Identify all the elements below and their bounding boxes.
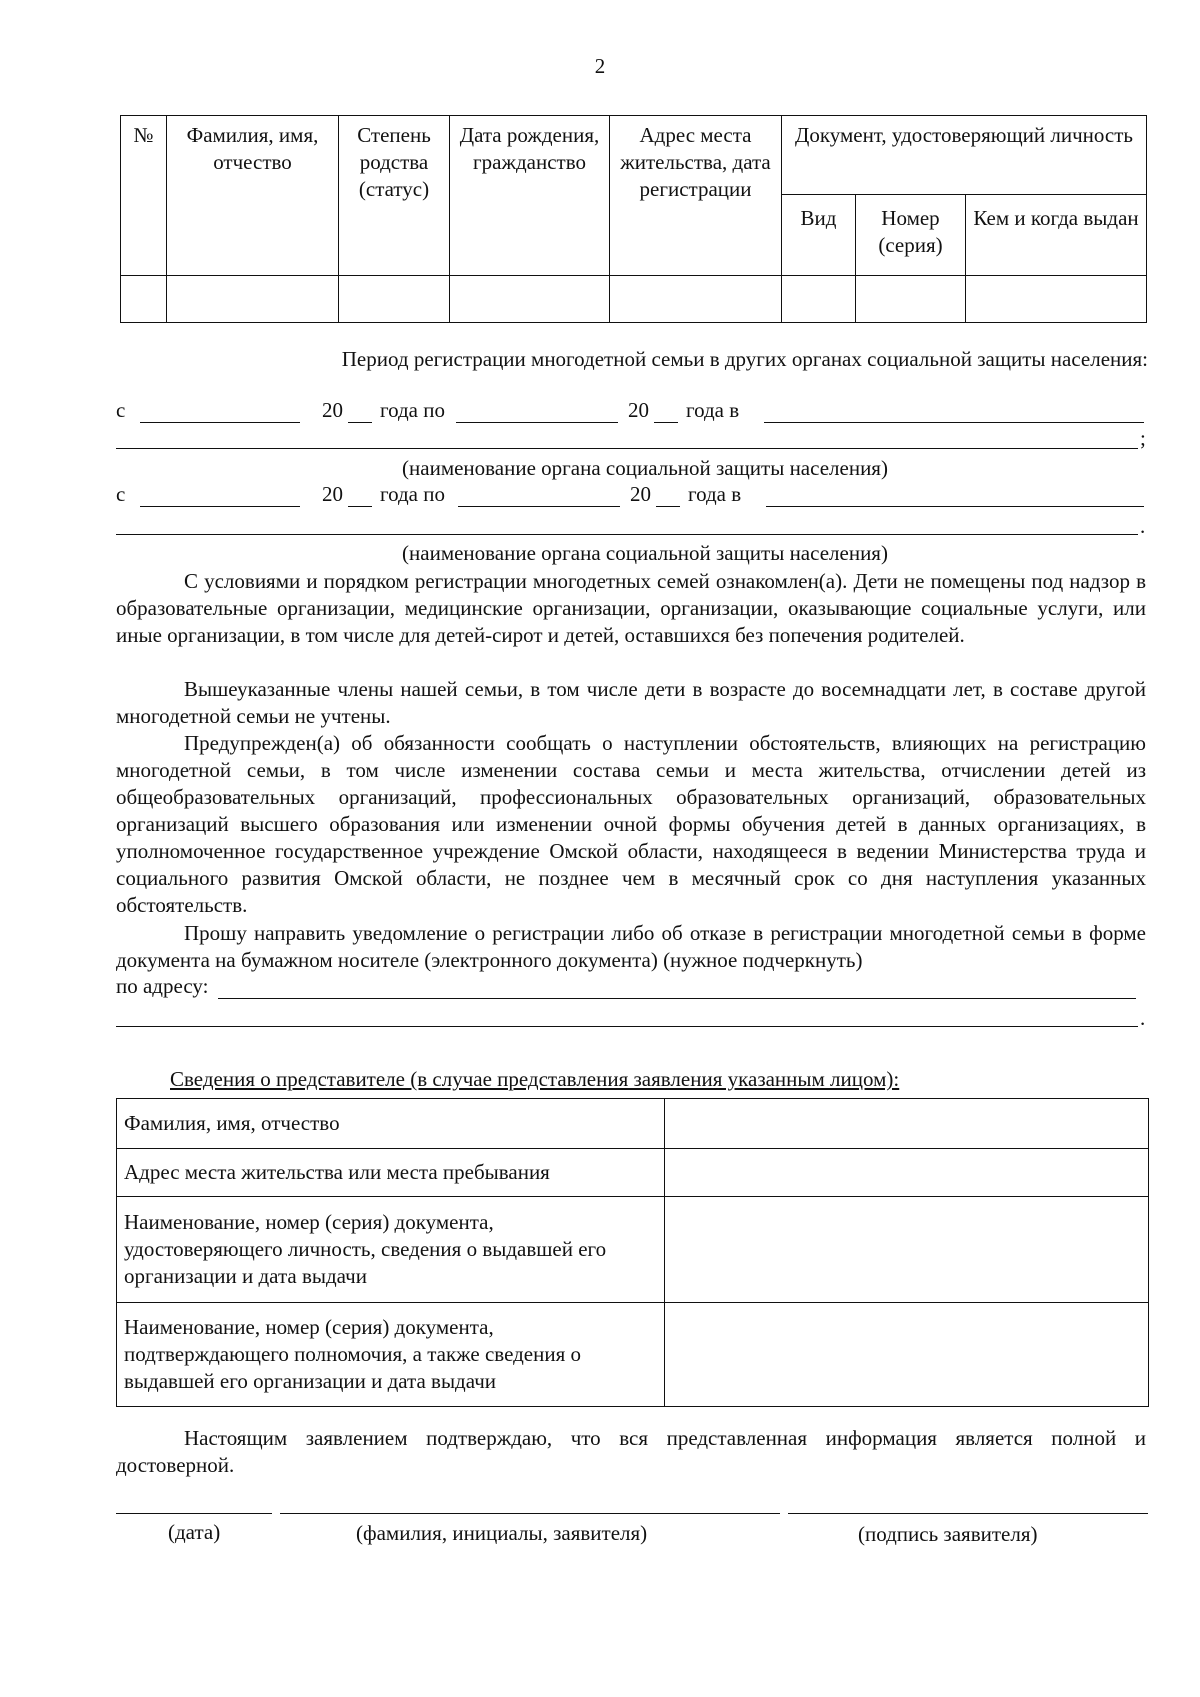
from-year-field[interactable] [348,422,372,423]
organ-field[interactable] [766,506,1144,507]
semicolon: ; [1140,426,1146,450]
header-address: Адрес места жительства, дата регистрации [610,116,782,276]
rep-value-authority-document[interactable] [665,1303,1149,1407]
header-doc-issued: Кем и когда выдан [966,195,1147,276]
address-field[interactable] [218,998,1136,999]
header-doc-type: Вид [782,195,856,276]
organ-caption: (наименование органа социальной защиты населения) [402,456,888,480]
table-cell[interactable] [339,276,450,323]
registration-period-heading: Период регистрации многодетной семьи в других органах социальной защиты населения: [341,347,1148,371]
table-row [117,1099,1149,1149]
paragraph-members: Вышеуказанные члены нашей семьи, в том числе дети в возрасте до восемнадцати лет, в составе другой многодетной семьи не учтены. [116,677,1146,728]
table-cell[interactable] [856,276,966,323]
year-to-label: года по [380,398,445,422]
header-relation: Степень родства (статус) [339,116,450,276]
rep-value-address[interactable] [665,1149,1149,1197]
applicant-signature-field[interactable] [788,1513,1148,1514]
header-number: № [121,116,167,276]
page-number: 2 [594,54,606,78]
from-date-field[interactable] [140,422,300,423]
address-end: . [1140,1006,1146,1030]
representative-heading: Сведения о представителе (в случае представления заявления указанным лицом): [170,1067,900,1091]
table-row [121,276,1147,323]
organ-field-line[interactable] [116,534,1138,535]
applicant-name-field[interactable] [280,1513,780,1514]
year-prefix: 20 [628,398,649,422]
table-cell[interactable] [450,276,610,323]
period-row-1 [116,398,1146,428]
applicant-name-caption: (фамилия, инициалы, заявителя) [356,1521,648,1545]
year-prefix: 20 [322,482,343,506]
date-field[interactable] [116,1513,272,1514]
to-date-field[interactable] [456,422,618,423]
organ-field[interactable] [764,422,1144,423]
applicant-signature-caption: (подпись заявителя) [858,1522,1038,1546]
table-cell[interactable] [610,276,782,323]
rep-value-identity-document[interactable] [665,1197,1149,1303]
table-row [117,1303,1149,1407]
table-row [117,1149,1149,1197]
organ-caption: (наименование органа социальной защиты населения) [402,541,888,565]
rep-label-address: Адрес места жительства или места пребывания [117,1149,665,1197]
header-doc-number: Номер (серия) [856,195,966,276]
family-members-table [120,115,1147,323]
confirmation-statement: Настоящим заявлением подтверждаю, что вся представленная информация является полной и достоверной. [116,1426,1146,1477]
header-full-name: Фамилия, имя, отчество [167,116,339,276]
from-label: с [116,398,126,422]
paragraph-conditions: С условиями и порядком регистрации многодетных семей ознакомлен(а). Дети не помещены под надзор в образовательные организации, медицинские организации, организации, оказывающие социальные услуги, или иные организации, в том числе для детей-сирот и детей, оставшихся без попечения родителей. [116,569,1146,647]
header-birth-date: Дата рождения, гражданство [450,116,610,276]
address-field-line[interactable] [116,1026,1138,1027]
from-year-field[interactable] [348,506,372,507]
rep-label-authority-document: Наименование, номер (серия) документа, подтверждающего полномочия, а также сведения о выдавшей его организации и дата выдачи [117,1303,665,1407]
to-year-field[interactable] [656,506,680,507]
table-cell[interactable] [121,276,167,323]
table-cell[interactable] [782,276,856,323]
address-label: по адресу: [116,974,209,998]
representative-table [116,1098,1149,1407]
from-date-field[interactable] [140,506,300,507]
address-row [116,974,1146,1004]
paragraph-notification: Прошу направить уведомление о регистрации либо об отказе в регистрации многодетной семьи в форме документа на бумажном носителе (электронного документа) (нужное подчеркнуть) [116,921,1146,972]
organ-field-line[interactable] [116,448,1138,449]
period-end: . [1140,514,1146,538]
to-date-field[interactable] [458,506,620,507]
year-in-label: года в [686,398,740,422]
table-cell[interactable] [167,276,339,323]
year-prefix: 20 [322,398,343,422]
year-to-label: года по [380,482,445,506]
to-year-field[interactable] [654,422,678,423]
rep-value-name[interactable] [665,1099,1149,1149]
from-label: с [116,482,126,506]
table-cell[interactable] [966,276,1147,323]
header-identity-document: Документ, удостоверяющий личность [782,116,1147,195]
paragraph-warning: Предупрежден(а) об обязанности сообщать о наступлении обстоятельств, влияющих на регистрацию многодетной семьи, в том числе изменении состава семьи и места жительства, отчислении детей из общеобразовательных организаций, профессиональных образовательных организаций, образовательных организаций высшего образования или изменении очной формы обучения детей в данных организациях, в уполномоченное государственное учреждение Омской области, находящееся в ведении Министерства труда и социального развития Омской области, не позднее чем в месячный срок со дня наступления указанных обстоятельств. [116,731,1146,917]
period-row-2 [116,482,1146,512]
rep-label-identity-document: Наименование, номер (серия) документа, удостоверяющего личность, сведения о выдавшей его организации и дата выдачи [117,1197,665,1303]
year-prefix: 20 [630,482,651,506]
year-in-label: года в [688,482,742,506]
rep-label-name: Фамилия, имя, отчество [117,1099,665,1149]
table-row [117,1197,1149,1303]
date-caption: (дата) [168,1520,221,1544]
